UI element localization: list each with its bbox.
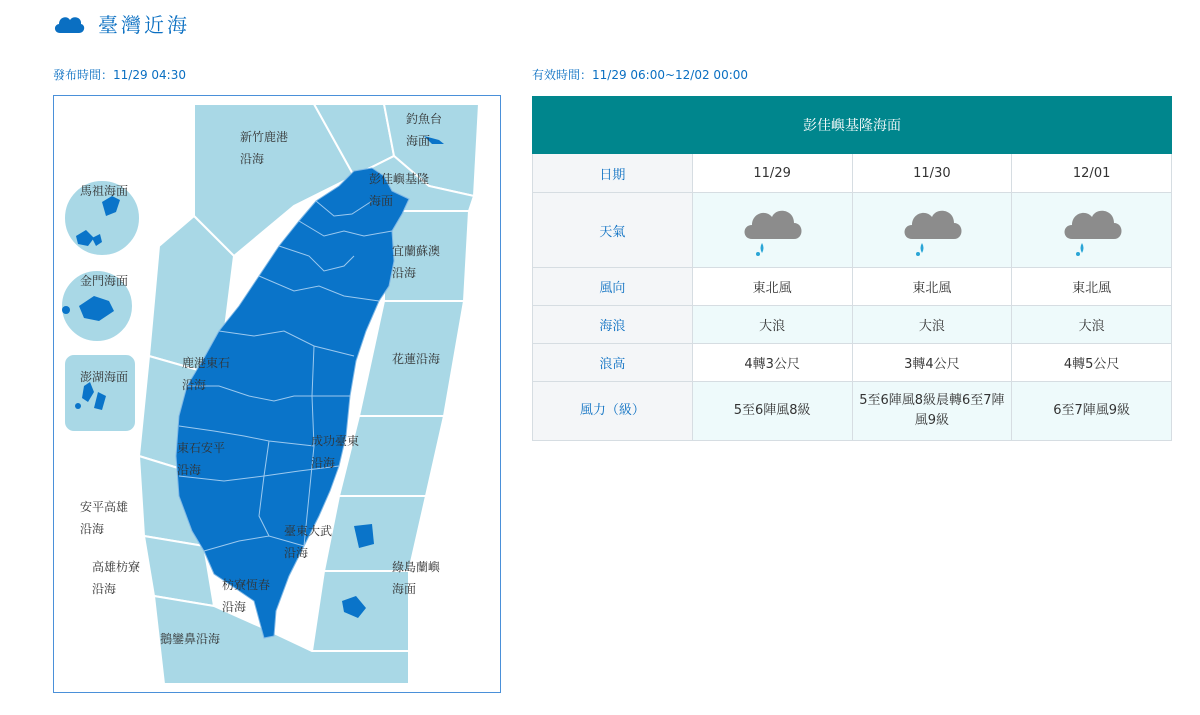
- forecast-area-title: 彭佳嶼基隆海面: [533, 97, 1172, 154]
- weather-cell: [692, 193, 852, 268]
- wind-force-cell: 5至6陣風8級晨轉6至7陣風9級: [852, 382, 1012, 441]
- date-cell: 11/29: [692, 154, 852, 193]
- table-row: [533, 268, 1172, 306]
- region-label-hualien[interactable]: 花蓮沿海: [392, 352, 441, 366]
- table-row: [533, 382, 1172, 441]
- region-label-diaoyutai[interactable]: 釣魚台 海面: [406, 112, 443, 148]
- region-label-penghu[interactable]: 澎湖海面: [80, 370, 129, 384]
- weather-label: 天氣: [533, 193, 693, 268]
- date-cell: 11/30: [852, 154, 1012, 193]
- region-label-anping[interactable]: 安平高雄 沿海: [80, 500, 129, 536]
- region-label-yilan[interactable]: 宜蘭蘇澳 沿海: [392, 244, 441, 280]
- wave-cell: 大浪: [1012, 306, 1172, 344]
- region-label-kinmen[interactable]: 金門海面: [80, 274, 129, 288]
- wind-direction-cell: 東北風: [692, 268, 852, 306]
- weather-cell: [1012, 193, 1172, 268]
- valid-time: 有效時間：11/29 06:00~12/02 00:00: [532, 68, 749, 82]
- page-title: 臺灣近海: [98, 12, 190, 37]
- region-label-pengjia[interactable]: 彭佳嶼基隆 海面: [369, 172, 430, 208]
- rain-cloud-icon: [740, 199, 804, 257]
- wave-height-label: 浪高: [533, 344, 693, 382]
- wind-force-cell: 6至7陣風9級: [1012, 382, 1172, 441]
- table-row: [533, 306, 1172, 344]
- date-label: 日期: [533, 154, 693, 193]
- wind-force-label: 風力（級）: [533, 382, 693, 441]
- wave-height-cell: 4轉5公尺: [1012, 344, 1172, 382]
- weather-cell: [852, 193, 1012, 268]
- region-label-taitung[interactable]: 臺東大武 沿海: [284, 524, 333, 560]
- forecast-table: [532, 96, 1172, 441]
- wind-direction-label: 風向: [533, 268, 693, 306]
- region-label-lugang[interactable]: 鹿港東石 沿海: [182, 356, 231, 392]
- rain-cloud-icon: [1060, 199, 1124, 257]
- table-row: [533, 154, 1172, 193]
- table-row: [533, 344, 1172, 382]
- sea-area-map: [53, 95, 501, 693]
- region-label-matsu[interactable]: 馬祖海面: [80, 184, 129, 198]
- wave-cell: 大浪: [692, 306, 852, 344]
- region-label-fangliao[interactable]: 枋寮恆春 沿海: [222, 578, 271, 614]
- wind-direction-cell: 東北風: [852, 268, 1012, 306]
- region-label-hsinchu[interactable]: 新竹鹿港 沿海: [240, 130, 289, 166]
- region-label-eluanbi[interactable]: 鵝鑾鼻沿海: [160, 632, 221, 646]
- wave-label: 海浪: [533, 306, 693, 344]
- wind-force-cell: 5至6陣風8級: [692, 382, 852, 441]
- rain-cloud-icon: [900, 199, 964, 257]
- wind-direction-cell: 東北風: [1012, 268, 1172, 306]
- issue-time: 發布時間：11/29 04:30: [53, 68, 186, 82]
- forecast-table-wrapper: [532, 96, 1172, 441]
- region-label-chenggong[interactable]: 成功臺東 沿海: [311, 434, 360, 470]
- region-label-lanyu[interactable]: 綠島蘭嶼 海面: [392, 560, 441, 596]
- region-label-kaohsiung[interactable]: 高雄枋寮 沿海: [92, 560, 141, 596]
- region-label-dongshi[interactable]: 東石安平 沿海: [177, 441, 226, 477]
- cloud-icon: [52, 11, 86, 35]
- wave-height-cell: 4轉3公尺: [692, 344, 852, 382]
- wave-cell: 大浪: [852, 306, 1012, 344]
- wave-height-cell: 3轉4公尺: [852, 344, 1012, 382]
- table-row: [533, 193, 1172, 268]
- page-header: [52, 8, 190, 38]
- date-cell: 12/01: [1012, 154, 1172, 193]
